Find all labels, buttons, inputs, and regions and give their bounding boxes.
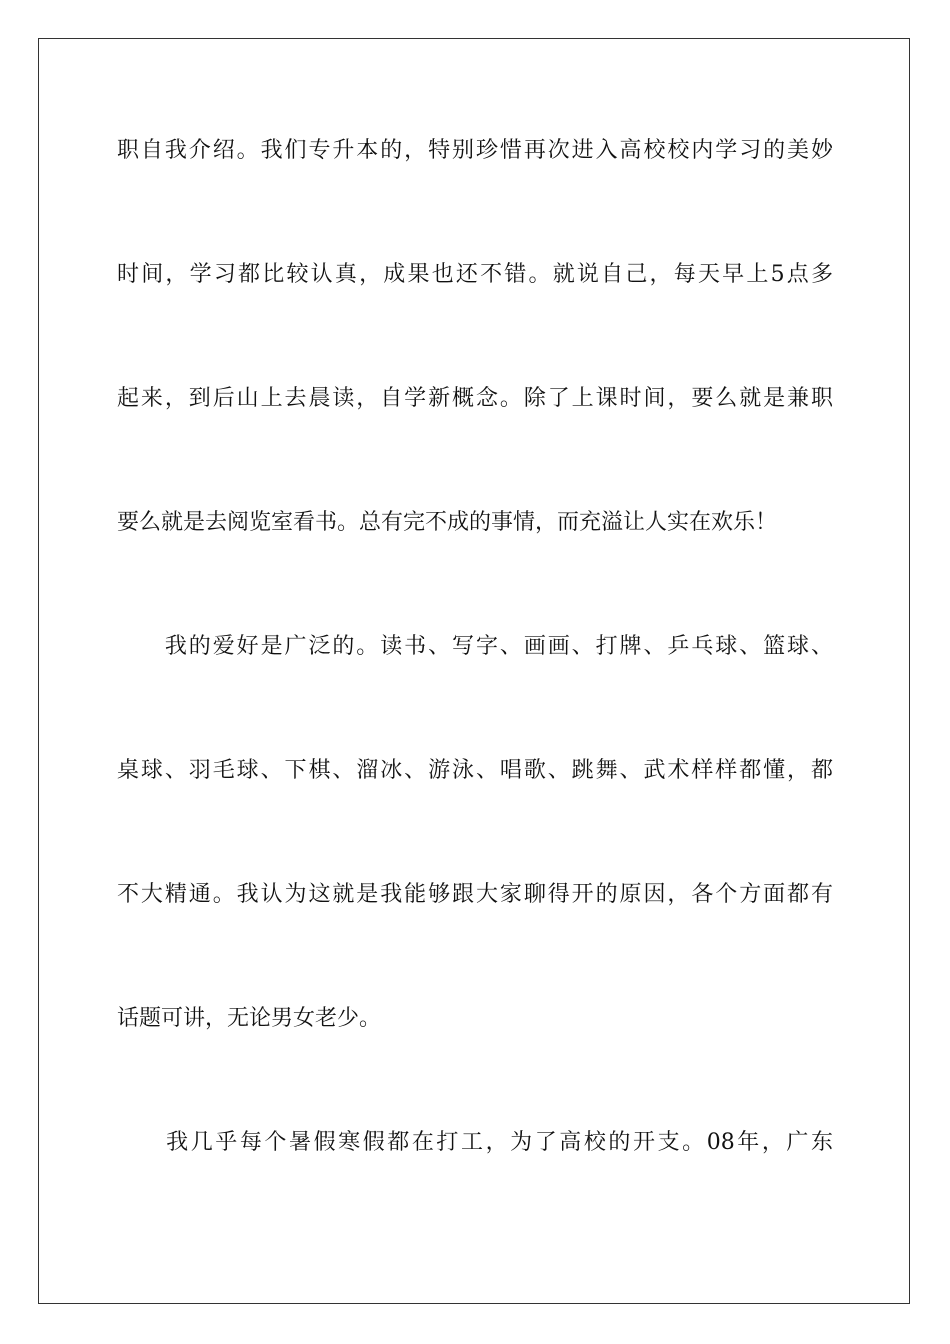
text-line: 要么就是去阅览室看书。总有完不成的事情，而充溢让人实在欢乐！ [117,510,778,535]
text-line: 职自我介绍。我们专升本的，特别珍惜再次进入高校校内学习的美妙 [117,138,833,163]
page-border [38,38,910,1304]
text-line: 桌球、羽毛球、下棋、溜冰、游泳、唱歌、跳舞、武术样样都懂，都 [117,758,833,783]
text-line: 我的爱好是广泛的。读书、写字、画画、打牌、乒乓球、篮球、 [117,634,833,659]
text-line: 话题可讲，无论男女老少。 [117,1006,382,1031]
text-line: 时间，学习都比较认真，成果也还不错。就说自己，每天早上5点多 [117,262,833,287]
text-line: 我几乎每个暑假寒假都在打工，为了高校的开支。08年，广东 [117,1130,833,1155]
text-line: 起来，到后山上去晨读，自学新概念。除了上课时间，要么就是兼职 [117,386,833,411]
text-line: 不大精通。我认为这就是我能够跟大家聊得开的原因，各个方面都有 [117,882,833,907]
